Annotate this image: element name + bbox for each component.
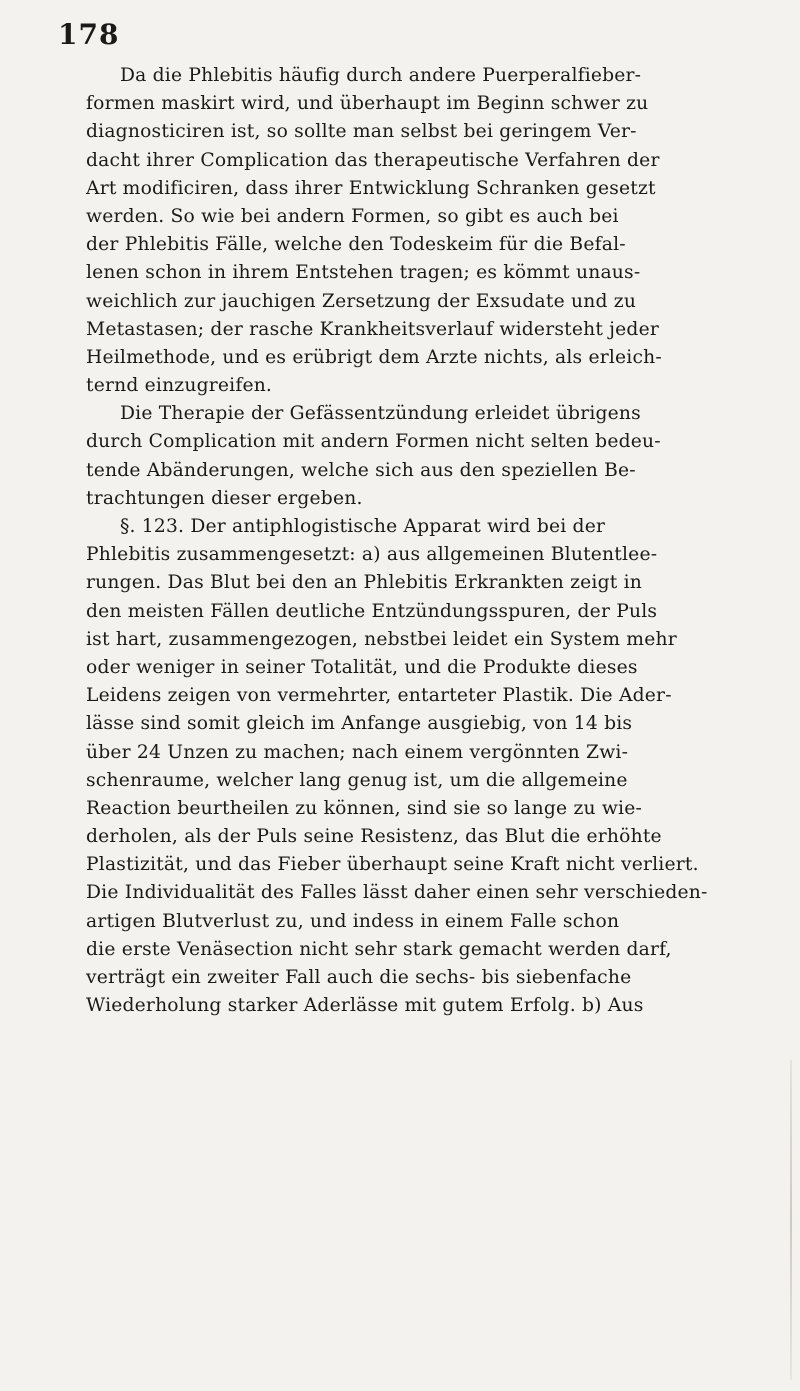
- text-line: rungen. Das Blut bei den an Phlebitis Erkrankten zeigt in: [86, 572, 643, 594]
- paragraph-first-line: §. 123. Der antiphlogistische Apparat wird bei der: [120, 516, 606, 537]
- text-line: trachtungen dieser ergeben.: [86, 487, 363, 509]
- text-line: oder weniger in seiner Totalität, und die Produkte dieses: [86, 656, 638, 678]
- text-line: Wiederholung starker Aderlässe mit gutem Erfolg. b) Aus: [86, 995, 644, 1017]
- text-line: Die Individualität des Falles lässt daher einen sehr verschieden-: [86, 882, 708, 904]
- text-line: lässe sind somit gleich im Anfange ausgiebig, von 14 bis: [86, 713, 633, 735]
- text-line: Plastizität, und das Fieber überhaupt seine Kraft nicht verliert.: [86, 854, 699, 876]
- text-line: ist hart, zusammengezogen, nebstbei leidet ein System mehr: [86, 628, 677, 650]
- text-line: die erste Venäsection nicht sehr stark gemacht werden darf,: [86, 938, 672, 960]
- text-line: dacht ihrer Complication das therapeutische Verfahren der: [86, 149, 660, 171]
- text-line: Heilmethode, und es erübrigt dem Arzte nichts, als erleich-: [86, 346, 662, 368]
- text-line: ternd einzugreifen.: [86, 375, 273, 397]
- text-line: Metastasen; der rasche Krankheitsverlauf widersteht jeder: [86, 318, 659, 340]
- text-line: artigen Blutverlust zu, und indess in einem Falle schon: [86, 910, 620, 932]
- text-line: weichlich zur jauchigen Zersetzung der Exsudate und zu: [86, 290, 637, 312]
- page-number: 178: [58, 18, 120, 51]
- text-line: verträgt ein zweiter Fall auch die sechs- bis siebenfache: [86, 967, 632, 988]
- text-line: tende Abänderungen, welche sich aus den speziellen Be-: [86, 459, 636, 481]
- text-line: Leidens zeigen von vermehrter, entarteter Plastik. Die Ader-: [86, 685, 672, 707]
- body-text: [86, 62, 799, 1020]
- text-line: über 24 Unzen zu machen; nach einem vergönnten Zwi-: [86, 741, 629, 763]
- text-line: Art modificiren, dass ihrer Entwicklung Schranken gesetzt: [86, 177, 656, 199]
- text-line: Phlebitis zusammengesetzt: a) aus allgemeinen Blutentlee-: [86, 544, 658, 566]
- text-line: formen maskirt wird, und überhaupt im Beginn schwer zu: [86, 93, 649, 115]
- text-line: schenraume, welcher lang genug ist, um die allgemeine: [86, 769, 628, 791]
- paragraph-first-line: Da die Phlebitis häufig durch andere Puerperalfieber-: [120, 65, 642, 86]
- text-line: lenen schon in ihrem Entstehen tragen; es kömmt unaus-: [86, 262, 641, 284]
- text-line: derholen, als der Puls seine Resistenz, das Blut die erhöhte: [86, 826, 662, 848]
- text-line: werden. So wie bei andern Formen, so gibt es auch bei: [86, 205, 619, 227]
- text-line: der Phlebitis Fälle, welche den Todeskeim für die Befal-: [86, 234, 626, 256]
- text-line: den meisten Fällen deutliche Entzündungsspuren, der Puls: [86, 600, 658, 622]
- paragraph-first-line: Die Therapie der Gefässentzündung erleidet übrigens: [120, 403, 641, 425]
- text-line: durch Complication mit andern Formen nicht selten bedeu-: [86, 431, 661, 453]
- page-edge-shadow: [790, 1060, 792, 1380]
- text-line: diagnosticiren ist, so sollte man selbst bei geringem Ver-: [86, 121, 637, 143]
- text-line: Reaction beurtheilen zu können, sind sie so lange zu wie-: [86, 797, 643, 819]
